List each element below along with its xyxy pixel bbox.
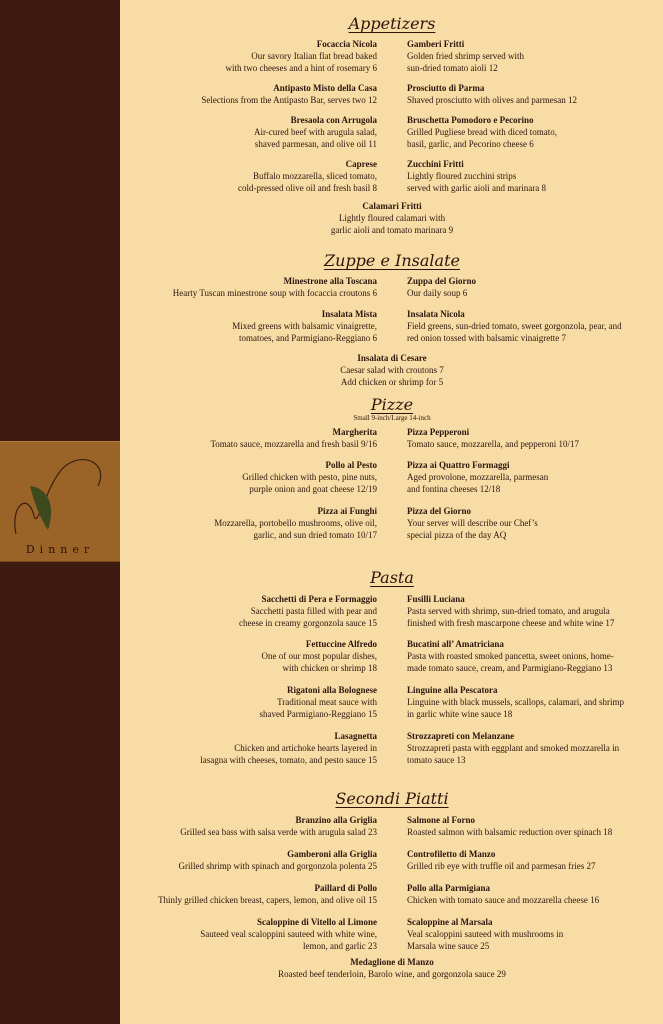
menu-row [140,638,644,674]
menu-item-name: Antipasto Misto della Casa [273,83,377,93]
menu-item [140,684,377,720]
menu-item-name: Bucatini all’ Amatriciana [407,639,504,649]
menu-item-name: Pizza del Giorno [407,506,471,516]
menu-item [140,638,377,674]
menu-item-description: Linguine with black mussels, scallops, calamari, and shrimp in garlic white wine sauce 18 [407,697,624,719]
section-heading: Secondi Piatti [335,789,449,808]
menu-item [407,916,644,952]
menu-item-description: Traditional meat sauce with shaved Parmigiano-Reggiano 15 [259,697,377,719]
menu-item-description: Lightly floured zucchini strips served with garlic aioli and marinara 8 [407,171,546,193]
menu-item-description: Your server will describe our Chef’s special pizza of the day AQ [407,518,538,540]
menu-item [407,308,644,344]
menu-item-description: Thinly grilled chicken breast, capers, lemon, and olive oil 15 [158,895,377,905]
menu-item-name: Paillard di Pollo [314,883,377,893]
menu-item [407,82,644,106]
section-heading: Pasta [370,568,414,587]
menu-row [140,308,644,344]
menu-item [140,352,644,388]
menu-item-name: Pollo al Pesto [325,460,377,470]
menu-item-description: Grilled shrimp with spinach and gorgonzola polenta 25 [178,861,377,871]
menu-item-name: Prosciutto di Parma [407,83,485,93]
menu-row [140,593,644,629]
menu-item-name: Zuppa del Giorno [407,276,477,286]
menu-item-name: Calamari Fritti [362,201,422,211]
menu-row [140,730,644,766]
menu-item [407,593,644,629]
menu-row [140,505,644,541]
menu-row [140,426,644,450]
menu-item [140,426,377,450]
menu-item [140,956,644,980]
section-heading: Zuppe e Insalate [324,251,460,270]
menu-item [140,814,377,838]
menu-item-description: Shaved prosciutto with olives and parmesan 12 [407,95,577,105]
menu-item-description: Veal scaloppini sauteed with mushrooms in Marsala wine sauce 25 [407,929,564,951]
menu-item [407,684,644,720]
section-pizze [140,395,644,541]
menu-item [407,814,644,838]
section-appetizers [140,14,644,236]
menu-item-name: Focaccia Nicola [316,39,377,49]
menu-item [140,38,377,74]
menu-item-name: Linguine alla Pescatora [407,685,498,695]
menu-item-name: Rigatoni alla Bolognese [286,685,377,695]
menu-row [140,916,644,952]
menu-item-description: Grilled rib eye with truffle oil and parmesan fries 27 [407,861,596,871]
menu-item-name: Scaloppine di Vitello al Limone [256,917,377,927]
menu-row [140,459,644,495]
menu-item-description: Pasta served with shrimp, sun-dried tomato, and arugula finished with fresh mascarpone cheese and white wine 17 [407,606,615,628]
menu-item-description: Pasta with roasted smoked pancetta, sweet onions, home- made tomato sauce, cream, and Parmigiano-Reggiano 13 [407,651,614,673]
menu-item [140,275,377,299]
menu-row [140,814,644,838]
menu-row [140,82,644,106]
menu-item-name: Insalata di Cesare [357,353,427,363]
menu-item [407,505,644,541]
menu-item-name: Medaglione di Manzo [350,957,434,967]
menu-item-description: Grilled Pugliese bread with diced tomato, basil, garlic, and Pecorino cheese 6 [407,127,557,149]
menu-item-name: Margherita [332,427,377,437]
menu-item-description: One of our most popular dishes, with chicken or shrimp 18 [261,651,377,673]
menu-item-description: Mixed greens with balsamic vinaigrette, tomatoes, and Parmigiano-Reggiano 6 [232,321,377,343]
menu-item [407,38,644,74]
menu-item [407,275,644,299]
menu-item [407,638,644,674]
menu-item-description: Grilled chicken with pesto, pine nuts, purple onion and goat cheese 12/19 [242,472,377,494]
menu-item-description: Caesar salad with croutons 7 Add chicken or shrimp for 5 [340,365,444,387]
menu-item-name: Gamberi Fritti [407,39,465,49]
menu-item-description: Tomato sauce, mozzarella, and pepperoni 10/17 [407,439,580,449]
section-heading: Appetizers [348,14,436,33]
menu-item-name: Zucchini Fritti [407,159,464,169]
menu-item-description: Roasted salmon with balsamic reduction over spinach 18 [407,827,613,837]
menu-row [140,848,644,872]
menu-item [140,916,377,952]
menu-item [407,730,644,766]
menu-item [140,459,377,495]
menu-item-name: Sacchetti di Pera e Formaggio [261,594,377,604]
menu-item-name: Strozzapreti con Melanzane [407,731,515,741]
menu-item-description: Hearty Tuscan minestrone soup with focaccia croutons 6 [172,288,377,298]
menu-item [407,426,644,450]
menu-item-name: Pizza Pepperoni [407,427,470,437]
menu-item-name: Pizza ai Quattro Formaggi [407,460,510,470]
menu-item [140,593,377,629]
menu-item-description: Selections from the Antipasto Bar, serves two 12 [201,95,377,105]
menu-item-description: Field greens, sun-dried tomato, sweet gorgonzola, pear, and red onion tossed with balsamic vinaigrette 7 [407,321,622,343]
menu-item [407,459,644,495]
menu-item [140,505,377,541]
menu-item [407,882,644,906]
menu-item-description: Tomato sauce, mozzarella and fresh basil 9/16 [210,439,377,449]
menu-item-description: Lightly floured calamari with garlic aioli and tomato marinara 9 [330,213,454,235]
menu-item-description: Air-cured beef with arugula salad, shaved parmesan, and olive oil 11 [253,127,377,149]
menu-item [407,848,644,872]
menu-row [140,114,644,150]
menu-item-description: Strozzapreti pasta with eggplant and smoked mozzarella in tomato sauce 13 [407,743,620,765]
menu-item-description: Chicken with tomato sauce and mozzarella cheese 16 [407,895,600,905]
menu-item-description: Aged provolone, mozzarella, parmesan and fontina cheeses 12/18 [407,472,549,494]
menu-item-name: Gamberoni alla Griglia [287,849,377,859]
menu-item-description: Our savory Italian flat bread baked with two cheeses and a hint of rosemary 6 [225,51,377,73]
menu-item [140,82,377,106]
menu-item-name: Caprese [345,159,377,169]
n-monogram-icon [8,446,112,546]
menu-row [140,158,644,194]
menu-item-description: Grilled sea bass with salsa verde with arugula salad 23 [180,827,377,837]
menu-row [140,882,644,906]
menu-item-name: Insalata Nicola [407,309,465,319]
menu-item-name: Insalata Mista [321,309,377,319]
menu-item-name: Scaloppine al Marsala [407,917,493,927]
menu-item-description: Mozzarella, portobello mushrooms, olive oil, garlic, and sun dried tomato 10/17 [214,518,377,540]
menu-item [140,882,377,906]
menu-item-description: Golden fried shrimp served with sun-dried tomato aioli 12 [407,51,524,73]
menu-row [140,38,644,74]
menu-item-name: Lasagnetta [334,731,377,741]
menu-item [140,848,377,872]
menu-item-description: Sacchetti pasta filled with pear and cheese in creamy gorgonzola sauce 15 [238,606,377,628]
menu-item-name: Fusilli Luciana [407,594,465,604]
menu-item-description: Buffalo mozzarella, sliced tomato, cold-pressed olive oil and fresh basil 8 [238,171,377,193]
section-heading: Pizze [370,395,414,414]
menu-item-name: Branzino alla Griglia [295,815,377,825]
menu-item-name: Minestrone alla Toscana [283,276,377,286]
menu-item-description: Roasted beef tenderloin, Barolo wine, and gorgonzola sauce 29 [278,969,506,979]
menu-item-name: Bresaola con Arrugola [290,115,377,125]
logo-wordmark: Dinner [25,543,95,556]
menu-row [140,684,644,720]
section-zuppe [140,251,644,388]
section-pasta [140,568,644,766]
menu-row [140,275,644,299]
menu-item [140,114,377,150]
section-secondi [140,789,644,980]
menu-item [407,114,644,150]
menu-item-name: Pollo alla Parmigiana [407,883,490,893]
menu-item-description: Our daily soup 6 [407,288,468,298]
menu-item-name: Bruschetta Pomodoro e Pecorino [407,115,534,125]
menu-item [140,730,377,766]
menu-item [140,200,644,236]
menu-item [407,158,644,194]
menu-item [140,308,377,344]
menu-item [140,158,377,194]
menu-item-name: Fettuccine Alfredo [305,639,377,649]
menu-item-name: Pizza ai Funghi [317,506,377,516]
menu-item-name: Controfiletto di Manzo [407,849,496,859]
menu-item-name: Salmone al Forno [407,815,476,825]
section-subtitle: Small 9-inch/Large 14-inch [353,414,431,422]
menu-item-description: Sauteed veal scaloppini sauteed with white wine, lemon, and garlic 23 [200,929,377,951]
menu-item-description: Chicken and artichoke hearts layered in lasagna with cheeses, tomato, and pesto sauce 15 [200,743,377,765]
